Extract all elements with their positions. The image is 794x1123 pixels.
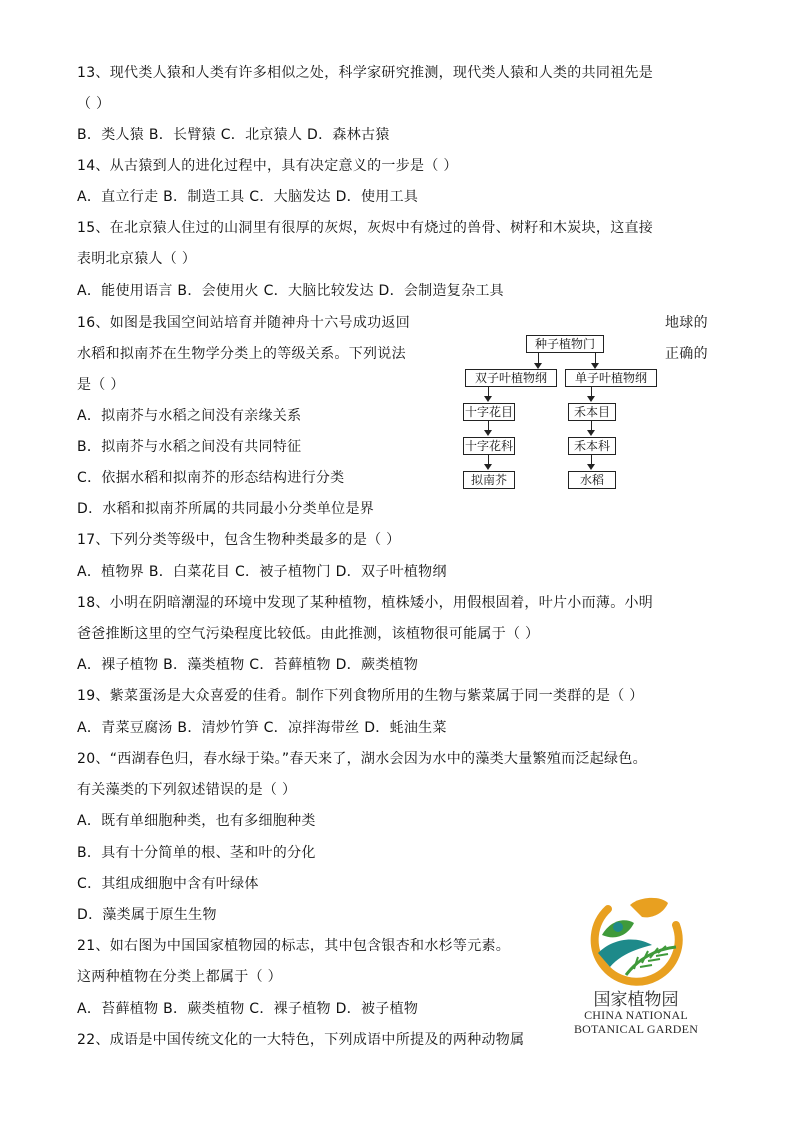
box-order-left: 十字花目	[464, 405, 513, 419]
question-16-option-b: B．拟南芥与水稻之间没有共同特征	[77, 439, 302, 455]
question-19-options: A．青菜豆腐汤 B．清炒竹笋 C．凉拌海带丝 D．蚝油生菜	[77, 720, 447, 736]
classification-diagram	[460, 332, 660, 497]
logo-name-en-line1: CHINA NATIONAL	[584, 1008, 688, 1022]
question-20-option-c: C．其组成细胞中含有叶绿体	[77, 876, 259, 892]
question-16-option-a: A．拟南芥与水稻之间没有亲缘关系	[77, 408, 302, 424]
question-20-stem: 20、“西湖春色归，春水绿于染。”春天来了，湖水会因为水中的藻类大量繁殖而泛起绿色。	[77, 751, 647, 767]
arrow-icon	[587, 430, 595, 436]
question-21-stem: 21、如右图为中国国家植物园的标志，其中包含银杏和水杉等元素。	[77, 938, 511, 954]
question-17-stem: 17、下列分类等级中，包含生物种类最多的是（ ）	[77, 532, 401, 548]
arrow-icon	[484, 396, 492, 402]
question-15-options: A．能使用语言 B．会使用火 C．大脑比较发达 D．会制造复杂工具	[77, 283, 504, 299]
box-family-right: 禾本科	[568, 437, 616, 455]
box-species-right: 水稻	[568, 471, 616, 489]
question-21-options: A．苔藓植物 B．蕨类植物 C．裸子植物 D．被子植物	[77, 1001, 419, 1017]
box-class-right: 单子叶植物纲	[565, 369, 657, 387]
box-order-right: 禾本目	[568, 403, 616, 421]
box-phylum: 种子植物门	[526, 335, 604, 353]
question-13-options: B．类人猿 B．长臂猿 C．北京猿人 D．森林古猿	[77, 127, 390, 143]
box-class-left: 双子叶植物纲	[465, 369, 557, 387]
question-22-stem: 22、成语是中国传统文化的一大特色，下列成语中所提及的两种动物属	[77, 1032, 525, 1048]
question-16-option-c: C．依据水稻和拟南芥的形态结构进行分类	[77, 470, 345, 486]
question-16-stem-2-right: 正确的	[665, 346, 708, 362]
question-15-stem: 15、在北京猿人住过的山洞里有很厚的灰烬，灰烬中有烧过的兽骨、树籽和木炭块，这直接	[77, 220, 654, 236]
arrow-icon	[484, 430, 492, 436]
question-16-stem: 16、如图是我国空间站培育并随神舟十六号成功返回	[77, 315, 411, 331]
question-16-bracket: 是（ ）	[77, 377, 125, 393]
box-family-left: 十字花科	[464, 439, 513, 453]
question-20-option-b: B．具有十分简单的根、茎和叶的分化	[77, 845, 316, 861]
question-13-stem: 13、现代类人猿和人类有许多相似之处，科学家研究推测，现代类人猿和人类的共同祖先是	[77, 65, 654, 81]
box-species-left: 拟南芥	[463, 471, 515, 489]
question-20-stem-cont: 有关藻类的下列叙述错误的是（ ）	[77, 782, 297, 798]
question-18-stem-cont: 爸爸推断这里的空气污染程度比较低。由此推测，该植物很可能属于（ ）	[77, 626, 540, 642]
question-20-option-a: A．既有单细胞种类，也有多细胞种类	[77, 813, 316, 829]
question-18-stem: 18、小明在阴暗潮湿的环境中发现了某种植物，植株矮小，用假根固着，叶片小而薄。小明	[77, 595, 654, 611]
question-20-option-d: D．藻类属于原生生物	[77, 907, 217, 923]
logo-name-en-line2: BOTANICAL GARDEN	[573, 1022, 699, 1036]
logo-name-cn: 国家植物园	[593, 990, 679, 1010]
question-14-options: A．直立行走 B．制造工具 C．大脑发达 D．使用工具	[77, 189, 419, 205]
question-16-stem-right: 地球的	[665, 315, 708, 331]
china-national-botanical-garden-logo	[568, 895, 704, 1037]
arrow-icon	[587, 464, 595, 470]
question-16-option-d: D．水稻和拟南芥所属的共同最小分类单位是界	[77, 501, 375, 517]
arrow-icon	[587, 396, 595, 402]
question-18-options: A．裸子植物 B．藻类植物 C．苔藓植物 D．蕨类植物	[77, 657, 419, 673]
question-15-stem-cont: 表明北京猿人（ ）	[77, 251, 197, 267]
question-19-stem: 19、紫菜蛋汤是大众喜爱的佳肴。制作下列食物所用的生物与紫菜属于同一类群的是（ ）	[77, 688, 644, 704]
question-21-stem-cont: 这两种植物在分类上都属于（ ）	[77, 969, 282, 985]
logo-emblem-icon	[568, 895, 704, 987]
question-17-options: A．植物界 B．白菜花目 C．被子植物门 D．双子叶植物纲	[77, 564, 447, 580]
question-14-stem: 14、从古猿到人的进化过程中，具有决定意义的一步是（ ）	[77, 158, 458, 174]
question-16-stem-2: 水稻和拟南芥在生物学分类上的等级关系。下列说法	[77, 346, 406, 362]
question-13-bracket: （ ）	[77, 96, 111, 112]
arrow-icon	[484, 464, 492, 470]
